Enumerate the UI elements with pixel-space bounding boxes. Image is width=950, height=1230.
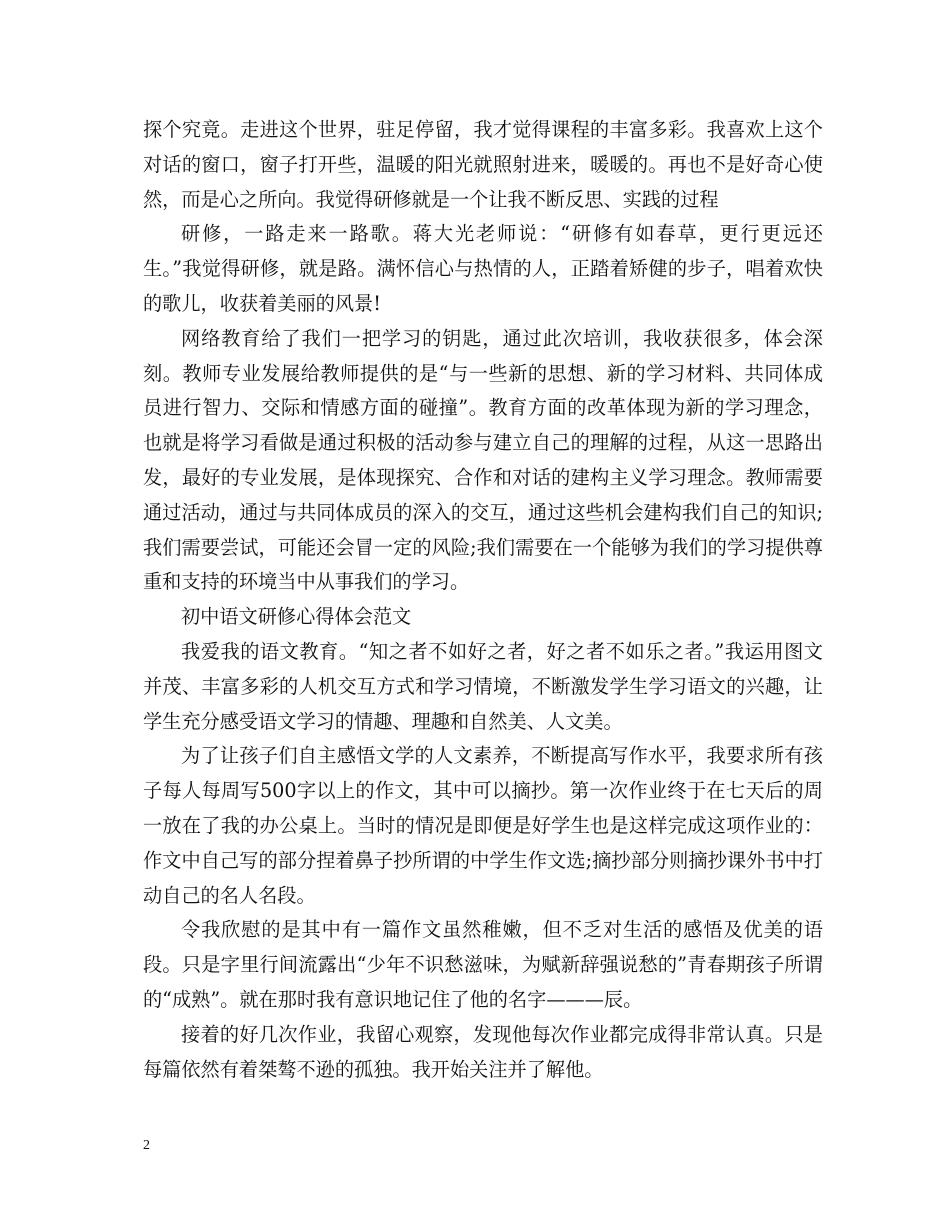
- paragraph-4: 我爱我的语文教育。“知之者不如好之者，好之者不如乐之者。”我运用图文并茂、丰富多彩的人机交互方式和学习情境，不断激发学生学习语文的兴趣，让学生充分感受语文学习的情趣、理趣和自然美、人文美。: [143, 639, 823, 733]
- document-body: [143, 113, 823, 1087]
- paragraph-6: 令我欣慰的是其中有一篇作文虽然稚嫩，但不乏对生活的感悟及优美的语段。只是字里行间流露出“少年不识愁滋味，为赋新辞强说愁的”青春期孩子所谓的“成熟”。就在那时我有意识地记住了他的名字———辰。: [143, 918, 823, 1011]
- paragraph-7: 接着的好几次作业，我留心观察，发现他每次作业都完成得非常认真。只是每篇依然有着桀骜不逊的孤独。我开始关注并了解他。: [143, 1022, 823, 1081]
- page-number: 2: [143, 1138, 150, 1153]
- section-heading: 初中语文研修心得体会范文: [181, 605, 412, 629]
- paragraph-1: 探个究竟。走进这个世界，驻足停留，我才觉得课程的丰富多彩。我喜欢上这个对话的窗口，窗子打开些，温暖的阳光就照射进来，暖暖的。再也不是好奇心使然，而是心之所向。我觉得研修就是一个让我不断反思、实践的过程: [143, 118, 823, 211]
- paragraph-3: 网络教育给了我们一把学习的钥匙，通过此次培训，我收获很多，体会深刻。教师专业发展给教师提供的是“与一些新的思想、新的学习材料、共同体成员进行智力、交际和情感方面的碰撞”。教育方面的改革体现为新的学习理念，也就是将学习看做是通过积极的活动参与建立自己的理解的过程，从这一思路出发，最好的专业发展，是体现探究、合作和对话的建构主义学习理念。教师需要通过活动，通过与共同体成员的深入的交互，通过这些机会建构我们自己的知识;我们需要尝试，可能还会冒一定的风险;我们需要在一个能够为我们的学习提供尊重和支持的环境当中从事我们的学习。: [143, 326, 823, 594]
- paragraph-2: 研修，一路走来一路歌。蒋大光老师说：“研修有如春草，更行更远还生。”我觉得研修，就是路。满怀信心与热情的人，正踏着矫健的步子，唱着欢快的歌儿，收获着美丽的风景!: [143, 222, 823, 315]
- paragraph-5: 为了让孩子们自主感悟文学的人文素养，不断提高写作水平，我要求所有孩子每人每周写500字以上的作文，其中可以摘抄。第一次作业终于在七天后的周一放在了我的办公桌上。当时的情况是即便是好学生也是这样完成这项作业的：作文中自己写的部分捏着鼻子抄所谓的中学生作文选;摘抄部分则摘抄课外书中打动自己的名人名段。: [143, 744, 823, 907]
